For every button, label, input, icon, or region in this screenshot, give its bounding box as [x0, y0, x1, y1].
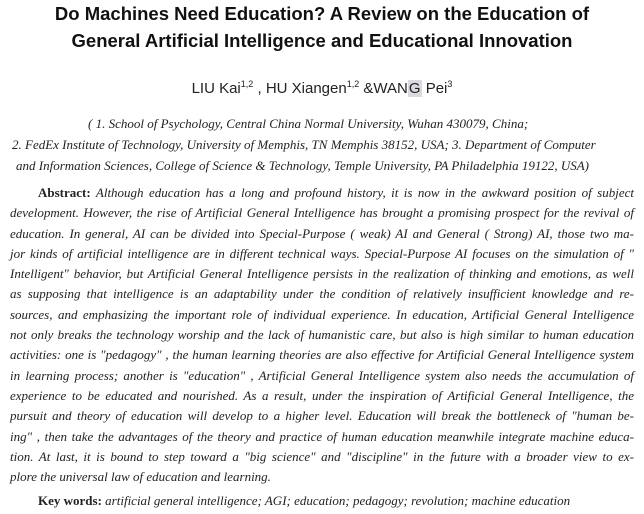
affiliation-line-1: ( 1. School of Psychology, Central China Normal University, Wuhan 430079, China; [88, 116, 529, 131]
paper-title-line-2: General Artificial Intelligence and Educational Innovation [71, 30, 573, 51]
abstract-label: Abstract: [38, 185, 91, 200]
author-separator: & [359, 80, 374, 97]
author-name-part: WAN [373, 80, 408, 97]
paper-title-line-1: Do Machines Need Education? A Review on the Education of [54, 3, 590, 24]
abstract-line: pursuit and theory of education will develop to a higher level. Education will break the bottleneck of "human be- [10, 408, 634, 424]
text-selection-highlight: G [408, 80, 421, 97]
author-affiliation-sup: 3 [447, 79, 453, 89]
abstract-line: Intelligent" behavior, but Artificial General Intelligence persists in the realization of thinking and emotions, as well [10, 266, 634, 282]
abstract-body [10, 183, 634, 487]
author-name: LIU Kai [191, 80, 241, 97]
keywords-value: artificial general intelligence; AGI; education; pedagogy; revolution; machine education [101, 493, 571, 508]
keywords-line [38, 492, 570, 510]
author-affiliation-sup: 1,2 [240, 79, 254, 89]
abstract-line: plore the universal law of education and learning. [10, 469, 271, 485]
author-separator: , [253, 80, 266, 97]
affiliation-line-3: and Information Sciences, College of Science & Technology, Temple University, PA Philadelphia 19122, USA) [16, 158, 590, 173]
abstract-line: activities: one is "pedagogy" , the human learning theories are also effective for Artificial General Intelligence system [10, 347, 634, 363]
author-name: HU Xiangen [265, 80, 347, 97]
affiliation-line-2: 2. FedEx Institute of Technology, University of Memphis, TN Memphis 38152, USA; 3. Department of Computer [12, 137, 596, 152]
keywords-label: Key words: [38, 493, 102, 508]
abstract-line: development. However, the rise of Artificial General Intelligence has brought a promising prospect for the revival of [10, 205, 634, 221]
abstract-line: in learning process; another is "education" , Artificial General Intelligence system also needs the accumulation of [10, 367, 634, 383]
abstract-line: ing" , then take the advantages of the theory and practice of human education meanwhile integrate machine educa- [10, 428, 634, 444]
abstract-line: education. In general, AI can be divided into Special-Purpose ( weak) AI and General ( Strong) AI, those two ma- [10, 225, 634, 241]
abstract-line: tion. At last, it is bound to step toward a "big science" and "discipline" in the future with a broader view to ex- [10, 448, 634, 464]
author-name-part: Pei [421, 80, 448, 97]
abstract-line: experience to be educated and nourished. As a result, under the inspiration of Artificial General Intelligence, the [10, 387, 634, 403]
abstract-line: as supposing that intelligence is an adaptability under the condition of relatively insufficient knowledge and re- [10, 286, 634, 302]
author-list [0, 80, 644, 98]
abstract-line: Abstract: Although education has a long and profound history, it is now in the awkward position of subject [38, 185, 634, 200]
abstract-line: not only breaks the technology worship and the lack of humanistic care, but also is high similar to human education [10, 327, 634, 343]
abstract-line: sources, and emphasizing the important role of individual experience. In education, Artificial General Intelligence [10, 306, 634, 322]
author-affiliation-sup: 1,2 [346, 79, 360, 89]
abstract-line: jor kinds of artificial intelligence are in different technical ways. Special-Purpose AI focuses on the simulation of " [10, 245, 634, 261]
